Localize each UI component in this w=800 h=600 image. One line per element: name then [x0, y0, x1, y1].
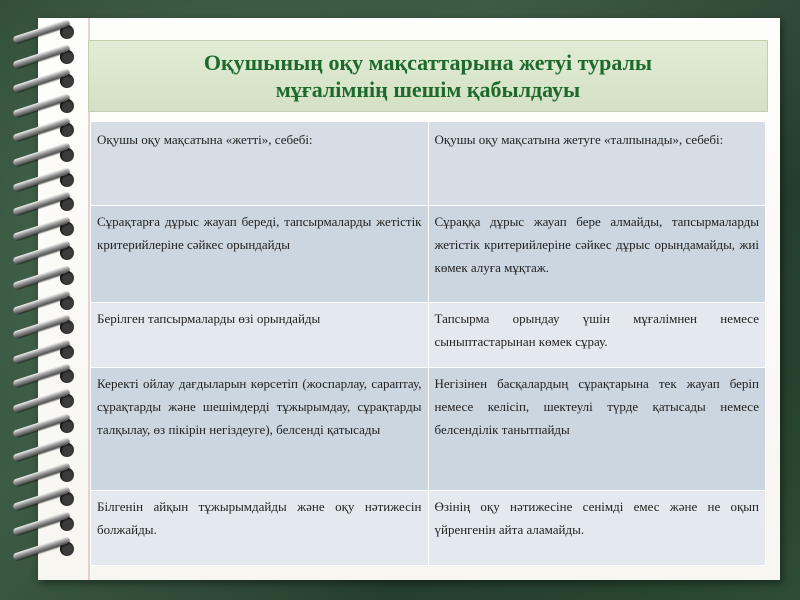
cell-striving: Өзінің оқу нәтижесіне сенімді емес және не оқып үйренгенін айта аламайды. [428, 491, 766, 566]
cell-striving: Негізінен басқалардың сұрақтарына тек жауап беріп немесе келісіп, шектеулі түрде қатысады немесе белсенділік танытпайды [428, 368, 766, 491]
spiral-ring-icon [10, 440, 80, 458]
table-header-row [91, 122, 766, 206]
spiral-ring-icon [10, 145, 80, 163]
spiral-ring-icon [10, 170, 80, 188]
spiral-ring-icon [10, 47, 80, 65]
spiral-ring-icon [10, 416, 80, 434]
table-row [91, 491, 766, 566]
spiral-ring-icon [10, 514, 80, 532]
decision-table [90, 121, 766, 566]
table-row [91, 206, 766, 303]
spiral-binding [10, 22, 80, 582]
spiral-ring-icon [10, 293, 80, 311]
header-achieved: Оқушы оқу мақсатына «жетті», себебі: [91, 122, 429, 206]
spiral-ring-icon [10, 22, 80, 40]
spiral-ring-icon [10, 366, 80, 384]
cell-achieved: Сұрақтарға дұрыс жауап береді, тапсырмаларды жетістік критерийлеріне сәйкес орындайды [91, 206, 429, 303]
spiral-ring-icon [10, 194, 80, 212]
spiral-ring-icon [10, 120, 80, 138]
spiral-ring-icon [10, 539, 80, 557]
table-row [91, 368, 766, 491]
cell-striving: Сұраққа дұрыс жауап бере алмайды, тапсырмаларды жетістік критерийлеріне сәйкес дұрыс орындамайды, жиі көмек алуға мұқтаж. [428, 206, 766, 303]
spiral-ring-icon [10, 342, 80, 360]
spiral-ring-icon [10, 268, 80, 286]
spiral-ring-icon [10, 391, 80, 409]
spiral-ring-icon [10, 465, 80, 483]
header-striving: Оқушы оқу мақсатына жетуге «талпынады», себебі: [428, 122, 766, 206]
spiral-ring-icon [10, 243, 80, 261]
spiral-ring-icon [10, 219, 80, 237]
title-banner [88, 40, 768, 112]
page-title: Оқушының оқу мақсаттарына жетуі туралы мұғалімнің шешім қабылдауы [203, 50, 653, 102]
spiral-ring-icon [10, 96, 80, 114]
cell-achieved: Білгенін айқын тұжырымдайды және оқу нәтижесін болжайды. [91, 491, 429, 566]
table-row [91, 303, 766, 368]
cell-achieved: Берілген тапсырмаларды өзі орындайды [91, 303, 429, 368]
cell-achieved: Керекті ойлау дағдыларын көрсетіп (жоспарлау, сараптау, сұрақтарды және шешімдерді тұжырымдау, сұрақтарды талқылау, өз пікірін негіздеуге), белсенді қатысады [91, 368, 429, 491]
cell-striving: Тапсырма орындау үшін мұғалімнен немесе сыныптастарынан көмек сұрау. [428, 303, 766, 368]
spiral-ring-icon [10, 317, 80, 335]
spiral-ring-icon [10, 71, 80, 89]
spiral-ring-icon [10, 489, 80, 507]
